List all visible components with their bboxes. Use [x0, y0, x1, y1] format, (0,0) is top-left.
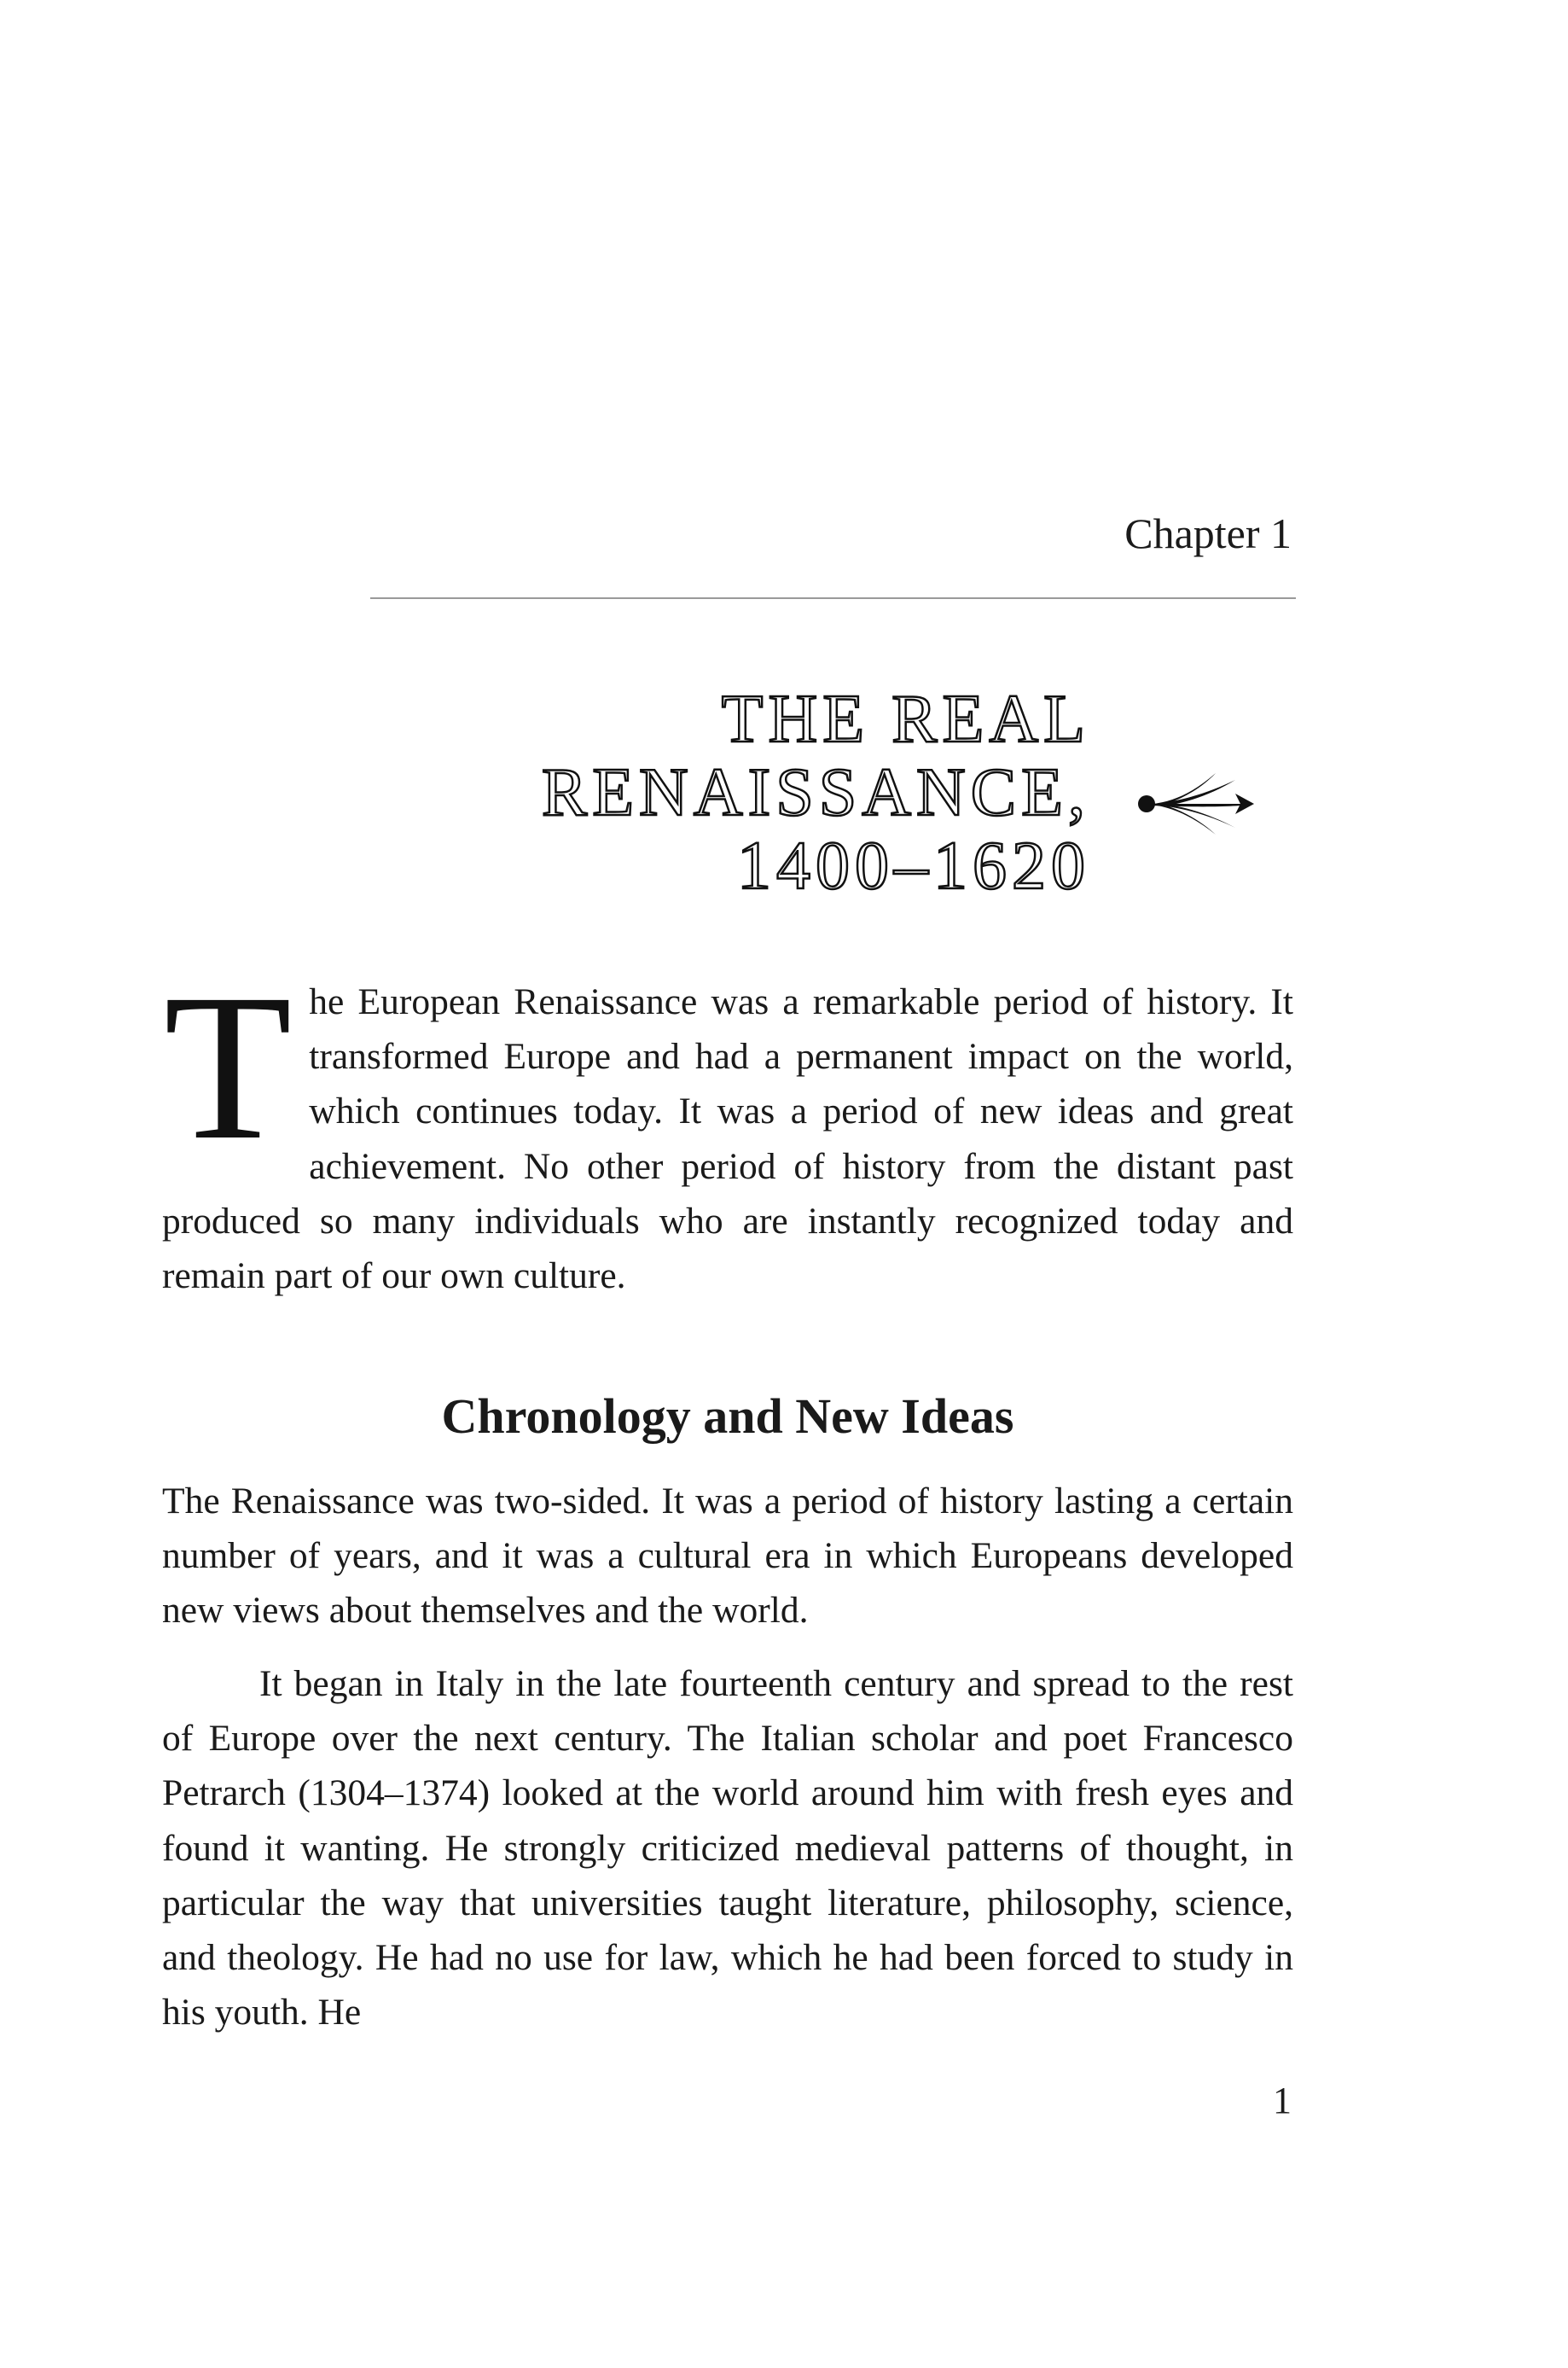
chapter-title-line-3: 1400–1620	[737, 829, 1090, 904]
chapter-title-line-1: THE REAL	[721, 682, 1090, 757]
intro-paragraph	[162, 951, 1293, 1303]
section-heading: Chronology and New Ideas	[441, 1388, 1014, 1444]
fleuron-ornament-icon	[1135, 768, 1263, 836]
page-number: 1	[1273, 2080, 1292, 2121]
chapter-label: Chapter 1	[1124, 509, 1292, 557]
body-paragraph-2: It began in Italy in the late fourteenth century and spread to the rest of Europe over the next century. The Italian scholar and poet Francesco Petrarch (1304–1374) looked at the world around him with fresh eyes and found it wanting. He strongly criticized medieval patterns of thought, in particular the way that universities taught literature, philosophy, science, and theology. He had no use for law, which he had been forced to study in his youth. He	[162, 1663, 1293, 2033]
drop-cap: T	[164, 951, 293, 1184]
chapter-divider	[370, 597, 1296, 599]
body-paragraph-1: The Renaissance was two-sided. It was a period of history lasting a certain number of years, and it was a cultural era in which Europeans developed new views about themselves and the world.	[162, 1481, 1293, 1632]
chapter-title-line-2: RENAISSANCE,	[541, 755, 1090, 830]
intro-text: he European Renaissance was a remarkable period of history. It transformed Europe and had a permanent impact on the world, which continues today. It was a period of new ideas and great achievement. No other period of history from the distant past produced so many individuals who are instantly recognized today and remain part of our own culture.	[162, 981, 1293, 1297]
chapter-title	[542, 683, 1090, 903]
